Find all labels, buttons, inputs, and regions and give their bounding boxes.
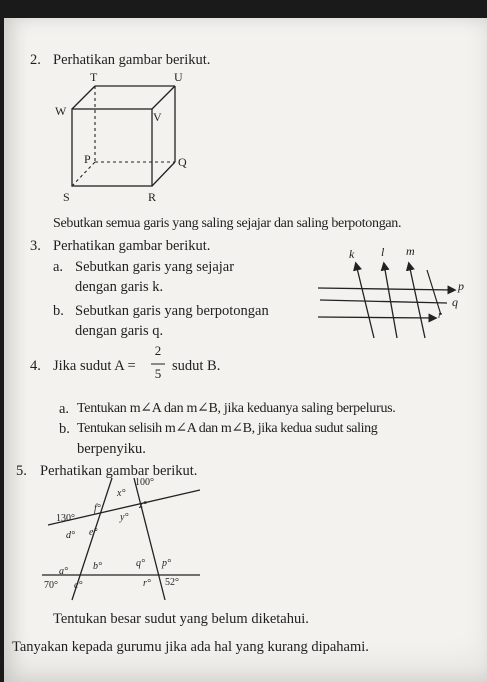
p3-b-marker: b. [53, 303, 64, 319]
p3-b-line2: dengan garis q. [75, 323, 164, 339]
angle-d: d° [66, 530, 75, 541]
label-l: l [381, 245, 385, 259]
p3-b-line1: Sebutkan garis yang berpotongan [75, 303, 269, 319]
p2-number: 2. [30, 52, 41, 68]
angle-c: c° [74, 580, 83, 591]
cube-label-w: W [55, 104, 67, 118]
p3-a-line1: Sebutkan garis yang sejajar [75, 259, 235, 275]
angle-b: b° [93, 561, 102, 572]
angle-70: 70° [44, 580, 58, 591]
cube-label-r: R [148, 190, 157, 204]
p4-b-line2: berpenyiku. [77, 441, 146, 457]
p4-a-text: Tentukan m∠A dan m∠B, jika keduanya saling berpelurus. [77, 401, 396, 416]
p3-number: 3. [30, 238, 41, 254]
angle-f: f° [94, 503, 101, 514]
cube-label-q: Q [178, 155, 187, 169]
cube-label-u: U [174, 70, 183, 84]
angle-e: e° [89, 527, 98, 538]
cube-label-t: T [90, 70, 98, 84]
p4-a-marker: a. [59, 401, 70, 417]
angle-x: x° [117, 488, 126, 499]
angle-z: z° [139, 500, 147, 511]
p4-frac-numerator: 2 [154, 343, 162, 358]
p4-b-line1: Tentukan selisih m∠A dan m∠B, jika kedua sudut saling [77, 421, 378, 436]
p4-b-marker: b. [59, 421, 70, 437]
label-p: p [458, 279, 464, 293]
angle-q: q° [136, 558, 145, 569]
angle-p: p° [162, 558, 171, 569]
label-r: r [438, 310, 442, 321]
label-q: q [452, 295, 458, 309]
p2-prompt: Perhatikan gambar berikut. [53, 52, 211, 68]
angle-r: r° [143, 578, 151, 589]
p4-frac-denominator: 5 [154, 366, 162, 381]
p2-question: Sebutkan semua garis yang saling sejajar dan saling berpotongan. [53, 216, 402, 231]
p5-question: Tentukan besar sudut yang belum diketahui. [53, 611, 309, 627]
angle-a: a° [59, 566, 68, 577]
cube-label-v: V [153, 110, 162, 124]
label-k: k [349, 247, 355, 261]
footer-note: Tanyakan kepada gurumu jika ada hal yang kurang dipahami. [12, 639, 369, 655]
p5-prompt: Perhatikan gambar berikut. [40, 463, 198, 479]
p3-prompt: Perhatikan gambar berikut. [53, 238, 211, 254]
p3-a-line2: dengan garis k. [75, 279, 164, 295]
p4-number: 4. [30, 358, 41, 374]
p5-number: 5. [16, 463, 27, 479]
p4-suffix: sudut B. [172, 358, 221, 374]
angle-130: 130° [56, 513, 75, 524]
angle-100: 100° [135, 477, 154, 488]
angle-52: 52° [165, 577, 179, 588]
label-m: m [406, 244, 415, 258]
cube-label-s: S [63, 190, 70, 204]
cube-label-p: P [84, 152, 91, 166]
p4-prefix: Jika sudut A = [53, 358, 136, 374]
angle-y: y° [120, 512, 129, 523]
p3-a-marker: a. [53, 259, 64, 275]
